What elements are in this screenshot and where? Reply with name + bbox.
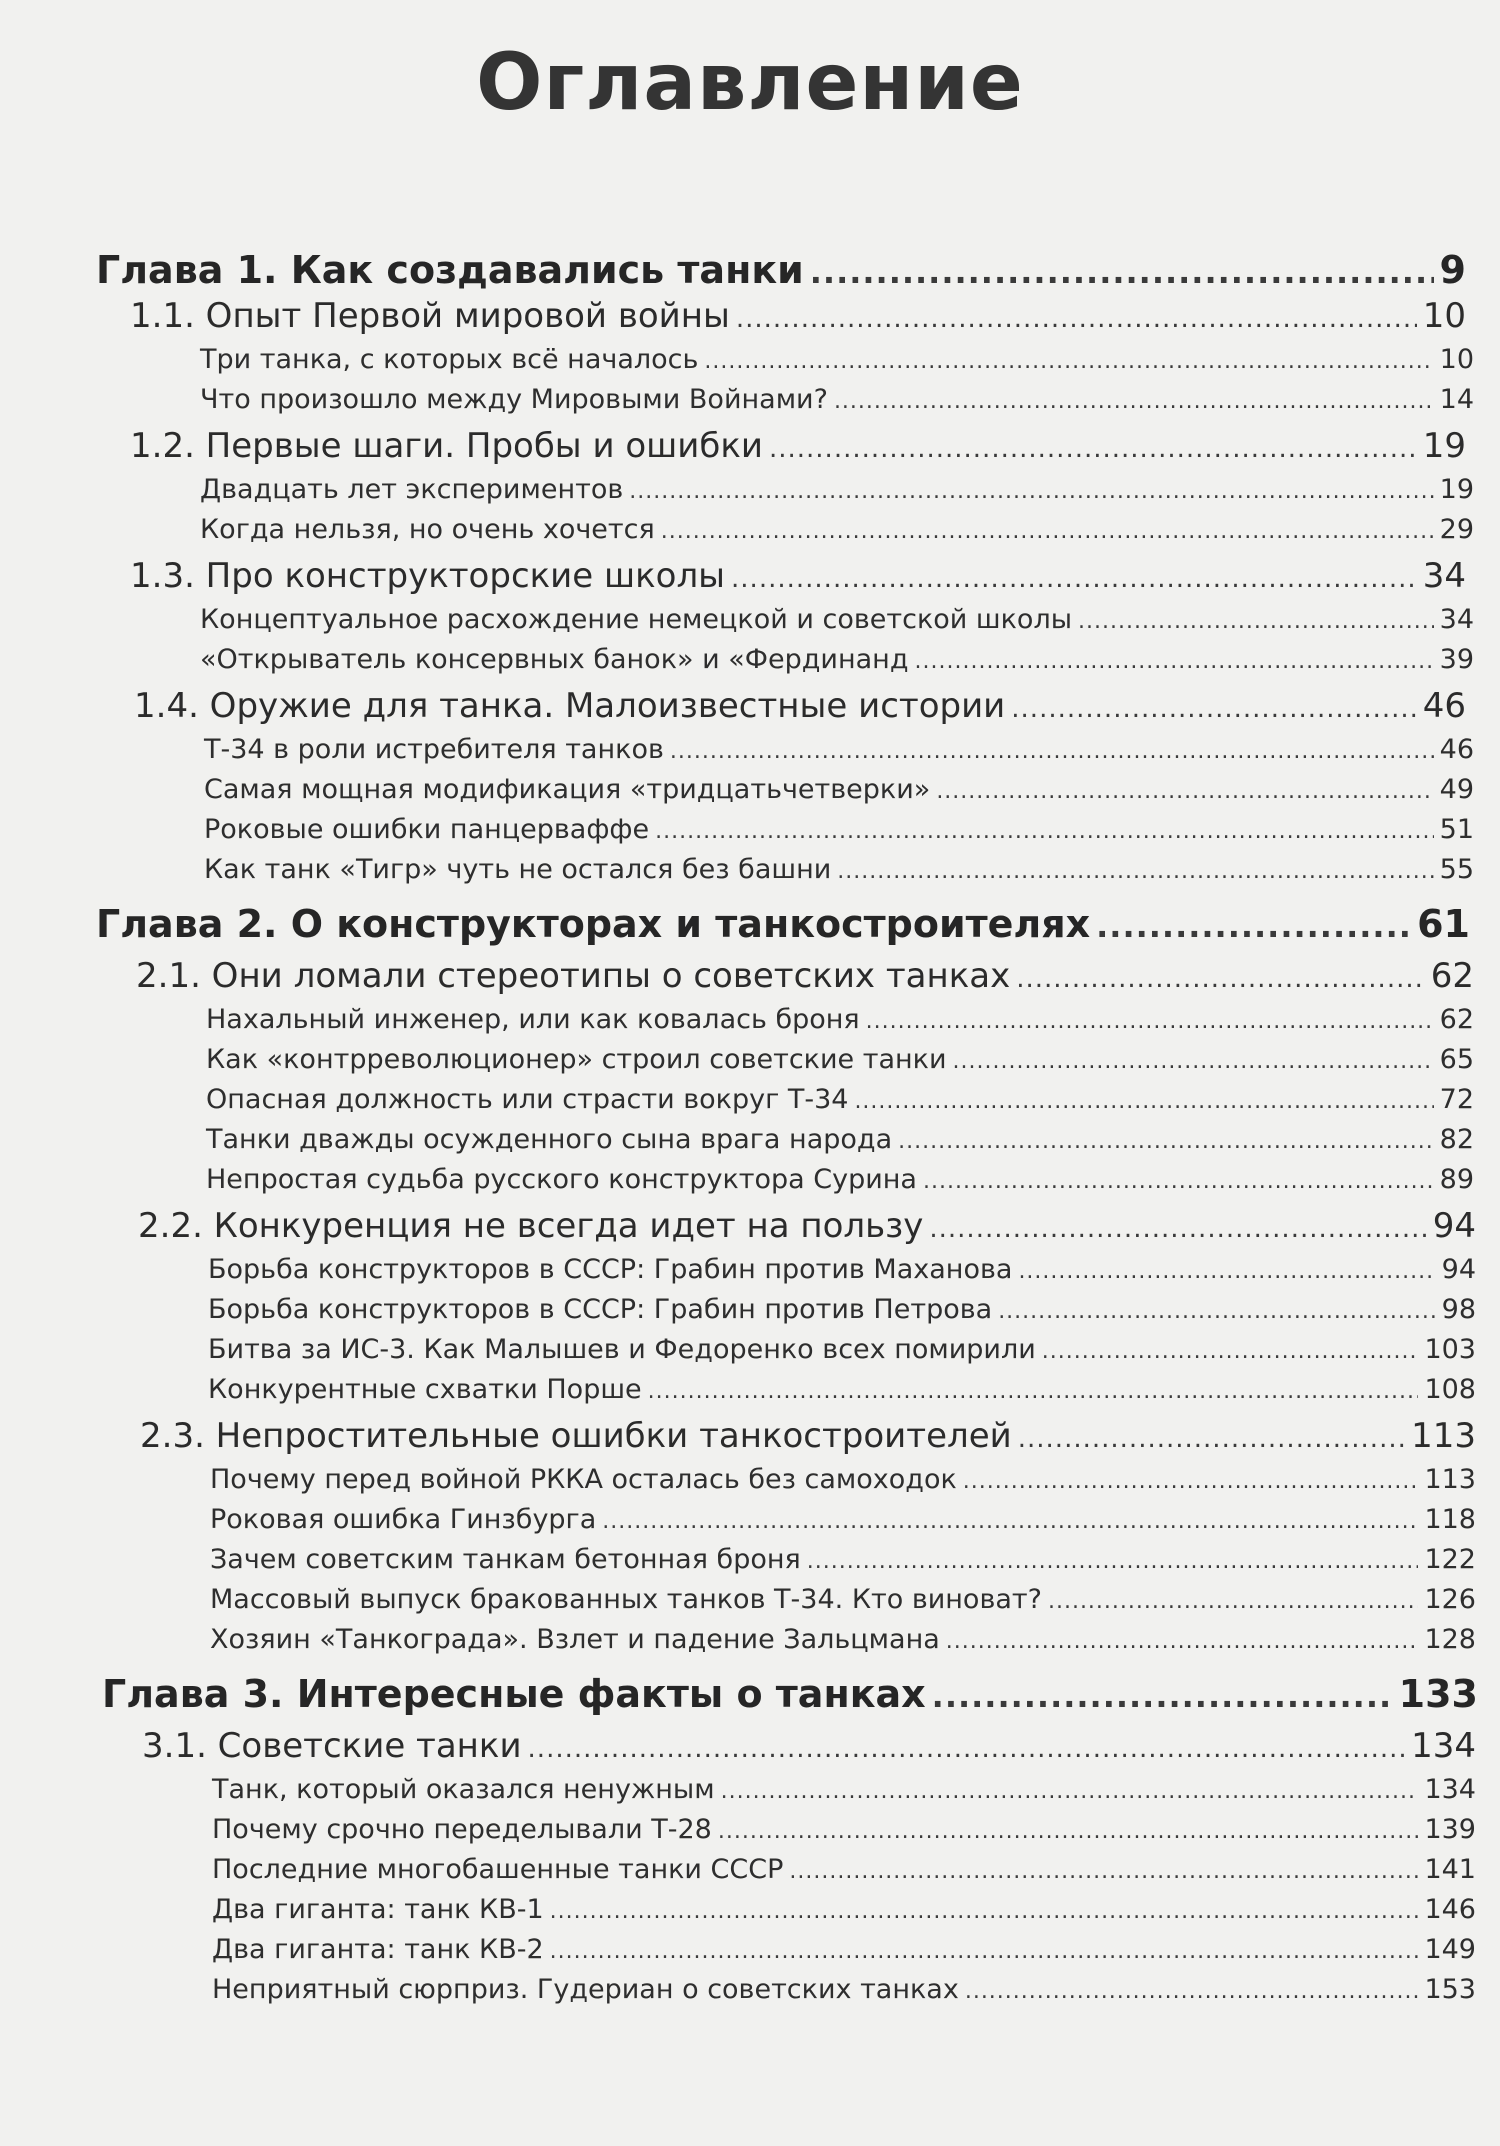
toc-page-number: 19: [1439, 474, 1474, 505]
dot-leader: [670, 739, 1434, 764]
toc-entry-title: 1.3. Про конструкторские школы: [130, 556, 726, 596]
toc-entry-title: 1.2. Первые шаги. Пробы и ошибки: [130, 426, 763, 466]
dot-leader: [1018, 1259, 1435, 1284]
toc-section: [142, 1726, 1476, 1766]
dot-leader: [655, 819, 1434, 844]
toc-page-number: 146: [1424, 1894, 1476, 1925]
toc-page-number: 141: [1424, 1854, 1476, 1885]
toc-entry: [206, 1004, 1474, 1035]
toc-entry: [212, 1774, 1476, 1805]
toc-entry: [210, 1544, 1476, 1575]
dot-leader: [998, 1299, 1435, 1324]
toc-entry-title: Когда нельзя, но очень хочется: [200, 514, 655, 545]
toc-entry-title: Глава 3. Интересные факты о танках: [102, 1672, 926, 1716]
toc-entry: [208, 1294, 1476, 1325]
toc-entry-title: Битва за ИС-3. Как Малышев и Федоренко всех помирили: [208, 1334, 1036, 1365]
toc-entry: [210, 1464, 1476, 1495]
toc-page-number: 29: [1439, 514, 1474, 545]
toc-entry-title: Как танк «Тигр» чуть не остался без башни: [204, 854, 832, 885]
toc-page-number: 122: [1424, 1544, 1476, 1575]
toc-page-number: 46: [1439, 734, 1474, 765]
toc-entry: [206, 1164, 1474, 1195]
toc-page-number: 34: [1422, 556, 1466, 596]
toc-entry: [204, 734, 1474, 765]
toc-entry-title: Два гиганта: танк КВ-1: [212, 1894, 544, 1925]
toc-entry-title: Двадцать лет экспериментов: [200, 474, 624, 505]
dot-leader: [1048, 1589, 1418, 1614]
dot-leader: [721, 1779, 1419, 1804]
toc-entry-title: Глава 1. Как создавались танки: [96, 248, 804, 292]
toc-page-number: 39: [1439, 644, 1474, 675]
toc-chapter: [96, 902, 1470, 946]
toc-entry: [200, 604, 1474, 635]
toc-page-number: 89: [1439, 1164, 1474, 1195]
toc-page-number: 118: [1424, 1504, 1476, 1535]
toc-entry-title: Почему срочно переделывали Т-28: [212, 1814, 712, 1845]
dot-leader: [866, 1009, 1434, 1034]
toc-entry: [206, 1124, 1474, 1155]
dot-leader: [731, 564, 1417, 594]
dot-leader: [929, 1214, 1426, 1244]
toc-section: [140, 1416, 1476, 1456]
toc-section: [138, 1206, 1476, 1246]
toc-page-number: 126: [1424, 1584, 1476, 1615]
toc-page-number: 133: [1398, 1672, 1478, 1716]
toc-section: [130, 296, 1466, 336]
toc-entry-title: Концептуальное расхождение немецкой и советской школы: [200, 604, 1073, 635]
toc-entry-title: 2.3. Непростительные ошибки танкостроителей: [140, 1416, 1012, 1456]
dot-leader: [648, 1379, 1419, 1404]
toc-entry-title: Борьба конструкторов в СССР: Грабин против Маханова: [208, 1254, 1013, 1285]
toc-entry-title: Два гиганта: танк КВ-2: [212, 1934, 544, 1965]
dot-leader: [963, 1469, 1419, 1494]
toc-page-number: 82: [1439, 1124, 1474, 1155]
toc-entry-title: Нахальный инженер, или как ковалась броня: [206, 1004, 860, 1035]
dot-leader: [965, 1979, 1419, 2004]
page-title: Оглавление: [476, 38, 1024, 128]
dot-leader: [1018, 1424, 1405, 1454]
dot-leader: [1042, 1339, 1419, 1364]
toc-page-number: 49: [1439, 774, 1474, 805]
toc-entry: [204, 774, 1474, 805]
dot-leader: [807, 1549, 1419, 1574]
toc-entry: [204, 854, 1474, 885]
toc-section: [136, 956, 1474, 996]
toc-entry-title: 2.1. Они ломали стереотипы о советских танках: [136, 956, 1011, 996]
dot-leader: [718, 1819, 1419, 1844]
dot-leader: [837, 859, 1433, 884]
dot-leader: [834, 389, 1434, 414]
toc-entry-title: Последние многобашенные танки СССР: [212, 1854, 784, 1885]
toc-entry: [206, 1044, 1474, 1075]
dot-leader: [1011, 694, 1416, 724]
toc-page-number: 94: [1432, 1206, 1476, 1246]
toc-entry-title: Три танка, с которых всё началось: [200, 344, 699, 375]
dot-leader: [953, 1049, 1434, 1074]
dot-leader: [923, 1169, 1434, 1194]
toc-entry-title: Роковая ошибка Гинзбурга: [210, 1504, 597, 1535]
toc-page-number: 62: [1430, 956, 1474, 996]
toc-entry: [200, 474, 1474, 505]
toc-entry-title: Т-34 в роли истребителя танков: [204, 734, 664, 765]
dot-leader: [1096, 907, 1411, 945]
toc-entry-title: Танки дважды осужденного сына врага народа: [206, 1124, 893, 1155]
toc-page-number: 14: [1439, 384, 1474, 415]
toc-page-number: 19: [1422, 426, 1466, 466]
toc-chapter: [102, 1672, 1478, 1716]
toc-entry-title: Конкурентные схватки Порше: [208, 1374, 642, 1405]
toc-entry-title: Танк, который оказался ненужным: [212, 1774, 715, 1805]
toc-page-number: 153: [1424, 1974, 1476, 2005]
dot-leader: [550, 1939, 1419, 1964]
dot-leader: [736, 304, 1417, 334]
dot-leader: [898, 1129, 1434, 1154]
toc-page-number: 128: [1424, 1624, 1476, 1655]
toc-entry: [212, 1934, 1476, 1965]
toc-page-number: 51: [1439, 814, 1474, 845]
dot-leader: [769, 434, 1417, 464]
toc-entry-title: Почему перед войной РККА осталась без самоходок: [210, 1464, 957, 1495]
toc-entry: [200, 644, 1474, 675]
toc-entry: [210, 1504, 1476, 1535]
toc-page-number: 134: [1424, 1774, 1476, 1805]
toc-page-number: 108: [1424, 1374, 1476, 1405]
toc-section: [130, 426, 1466, 466]
toc-page-number: 9: [1439, 248, 1466, 292]
toc-entry: [212, 1854, 1476, 1885]
toc-chapter: [96, 248, 1466, 292]
toc-entry: [210, 1624, 1476, 1655]
dot-leader: [1078, 609, 1434, 634]
toc-entry-title: Глава 2. О конструкторах и танкостроителях: [96, 902, 1091, 946]
toc-entry-title: Борьба конструкторов в СССР: Грабин против Петрова: [208, 1294, 993, 1325]
dot-leader: [528, 1734, 1406, 1764]
toc-page-number: 149: [1424, 1934, 1476, 1965]
dot-leader: [1016, 964, 1425, 994]
dot-leader: [936, 779, 1433, 804]
dot-leader: [946, 1629, 1419, 1654]
toc-page-number: 10: [1439, 344, 1474, 375]
toc-entry-title: Зачем советским танкам бетонная броня: [210, 1544, 801, 1575]
dot-leader: [810, 253, 1434, 291]
toc-entry: [210, 1584, 1476, 1615]
toc-entry: [212, 1894, 1476, 1925]
toc-entry-title: Массовый выпуск бракованных танков Т-34. Кто виноват?: [210, 1584, 1042, 1615]
toc-page-number: 61: [1417, 902, 1470, 946]
toc-entry-title: 3.1. Советские танки: [142, 1726, 522, 1766]
toc-entry: [208, 1334, 1476, 1365]
toc-entry-title: Хозяин «Танкограда». Взлет и падение Зальцмана: [210, 1624, 940, 1655]
toc-entry: [212, 1814, 1476, 1845]
toc-page-number: 103: [1424, 1334, 1476, 1365]
toc-entry: [200, 514, 1474, 545]
dot-leader: [602, 1509, 1418, 1534]
toc-page-number: 34: [1439, 604, 1474, 635]
toc-page-number: 72: [1439, 1084, 1474, 1115]
toc-page-number: 113: [1411, 1416, 1476, 1456]
toc-section: [134, 686, 1466, 726]
toc-page-number: 113: [1424, 1464, 1476, 1495]
toc-entry-title: 1.1. Опыт Первой мировой войны: [130, 296, 730, 336]
toc-entry-title: Самая мощная модификация «тридцатьчетверки»: [204, 774, 931, 805]
toc-page-number: 139: [1424, 1814, 1476, 1845]
toc-entry-title: Как «контрреволюционер» строил советские танки: [206, 1044, 947, 1075]
toc-page-number: 98: [1441, 1294, 1476, 1325]
toc-entry: [208, 1374, 1476, 1405]
toc-section: [130, 556, 1466, 596]
toc-entry-title: Опасная должность или страсти вокруг Т-34: [206, 1084, 849, 1115]
toc-entry: [208, 1254, 1476, 1285]
toc-page-number: 55: [1439, 854, 1474, 885]
toc-entry: [200, 344, 1474, 375]
dot-leader: [629, 479, 1433, 504]
toc-entry-title: Что произошло между Мировыми Войнами?: [200, 384, 828, 415]
toc-entry-title: Непростая судьба русского конструктора Сурина: [206, 1164, 917, 1195]
toc-entry-title: Роковые ошибки панцерваффе: [204, 814, 650, 845]
toc-page-number: 46: [1422, 686, 1466, 726]
dot-leader: [854, 1089, 1433, 1114]
toc-entry: [200, 384, 1474, 415]
toc-entry-title: 2.2. Конкуренция не всегда идет на пользу: [138, 1206, 924, 1246]
toc-entry: [204, 814, 1474, 845]
toc-entry: [212, 1974, 1476, 2005]
toc-page-number: 94: [1441, 1254, 1476, 1285]
toc-entry-title: Неприятный сюрприз. Гудериан о советских танках: [212, 1974, 959, 2005]
dot-leader: [932, 1677, 1393, 1715]
dot-leader: [789, 1859, 1418, 1884]
dot-leader: [550, 1899, 1419, 1924]
toc-entry: [206, 1084, 1474, 1115]
toc-page-number: 134: [1411, 1726, 1476, 1766]
dot-leader: [661, 519, 1434, 544]
dot-leader: [915, 649, 1434, 674]
dot-leader: [704, 349, 1433, 374]
toc-entry-title: «Открыватель консервных банок» и «Фердинанд: [200, 644, 909, 675]
toc-page-number: 65: [1439, 1044, 1474, 1075]
toc-entry-title: 1.4. Оружие для танка. Малоизвестные истории: [134, 686, 1006, 726]
toc-page-number: 10: [1422, 296, 1466, 336]
toc-page-number: 62: [1439, 1004, 1474, 1035]
